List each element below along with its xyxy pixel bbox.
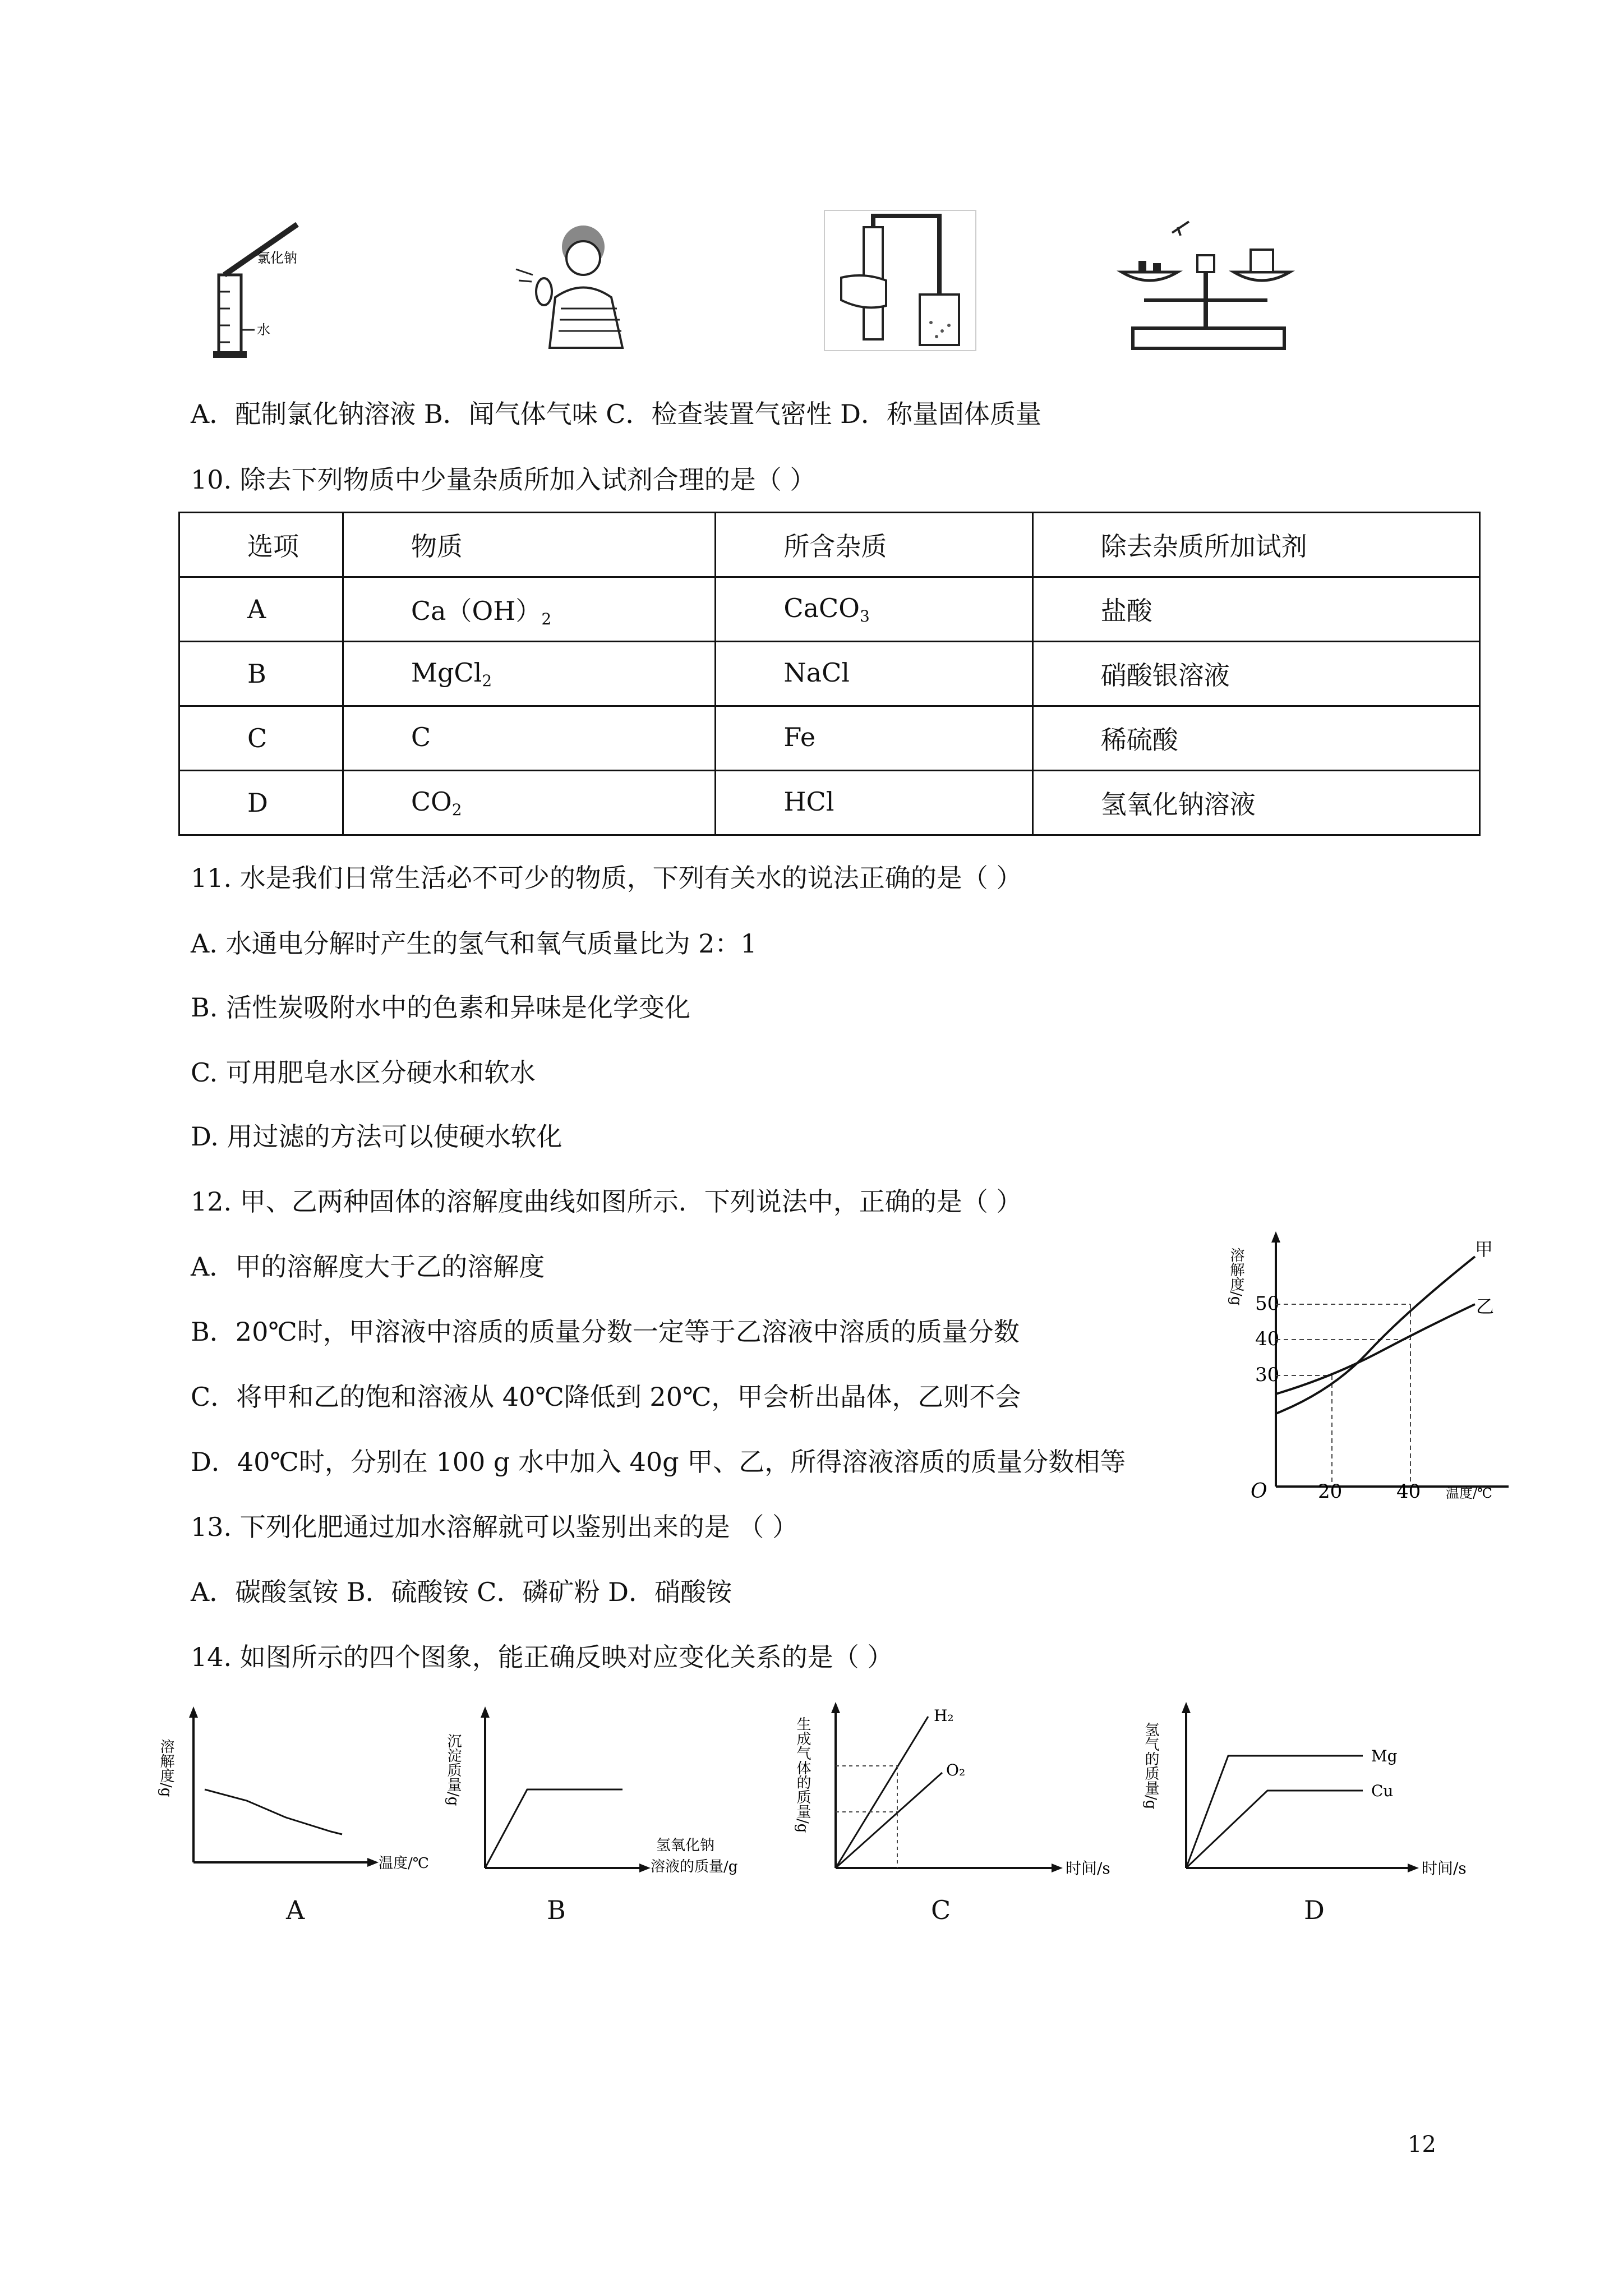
q14-caption-b: B xyxy=(547,1895,566,1925)
impurity-cell: CaCO$_3$ xyxy=(716,577,1032,642)
header-cell: 选项 xyxy=(179,513,343,577)
substance-cell: $Ca(OH)_2$ xyxy=(343,577,716,642)
impurity-cell: HCl xyxy=(716,771,1032,835)
q12-stem: 12. 甲、乙两种固体的溶解度曲线如图所示．下列说法中，正确的是（ ） xyxy=(191,1186,1022,1217)
header-cell: 物质 xyxy=(343,513,716,577)
svg-text:溶液的质量/g: 溶液的质量/g xyxy=(651,1858,738,1875)
q14-graph-a xyxy=(158,1705,429,1879)
svg-text:50: 50 xyxy=(1255,1292,1280,1315)
svg-text:40: 40 xyxy=(1255,1328,1280,1350)
header-cell: 除去杂质所加试剂 xyxy=(1032,513,1479,577)
reagent-cell: 盐酸 xyxy=(1032,577,1479,642)
svg-text:甲: 甲 xyxy=(1475,1239,1493,1260)
q11-option-d: D. 用过滤的方法可以使硬水软化 xyxy=(191,1121,562,1152)
q14-stem: 14. 如图所示的四个图象，能正确反映对应变化关系的是（ ） xyxy=(191,1642,893,1672)
option-cell: C xyxy=(179,706,343,771)
svg-text:氯化钠: 氯化钠 xyxy=(257,250,297,266)
svg-text:30: 30 xyxy=(1255,1364,1280,1386)
svg-text:温度/℃: 温度/℃ xyxy=(1446,1485,1492,1501)
svg-text:20: 20 xyxy=(1318,1480,1343,1503)
svg-text:氢气的质量/g: 氢气的质量/g xyxy=(1142,1722,1159,1810)
table-row xyxy=(179,642,1480,706)
q12-option-c: C．将甲和乙的饱和溶液从 40℃降低到 20℃，甲会析出晶体，乙则不会 xyxy=(191,1382,1021,1412)
svg-text:H₂: H₂ xyxy=(934,1706,954,1725)
q14-graph-b xyxy=(445,1705,774,1879)
graduated-cylinder-image xyxy=(208,213,308,365)
q10-table xyxy=(178,512,1481,836)
svg-text:沉淀质量/g: 沉淀质量/g xyxy=(445,1733,462,1806)
substance-cell: C xyxy=(343,706,716,771)
q14-graph-d xyxy=(1138,1700,1497,1885)
option-cell: B xyxy=(179,642,343,706)
q11-option-c: C. 可用肥皂水区分硬水和软水 xyxy=(191,1057,536,1088)
svg-text:O: O xyxy=(1251,1480,1267,1503)
substance-cell: MgCl$_2$ xyxy=(343,642,716,706)
svg-text:O₂: O₂ xyxy=(946,1761,966,1779)
impurity-cell: NaCl xyxy=(716,642,1032,706)
table-row xyxy=(179,771,1480,835)
svg-text:温度/℃: 温度/℃ xyxy=(379,1855,429,1872)
q10-stem: 10. 除去下列物质中少量杂质所加入试剂合理的是（ ） xyxy=(191,464,816,495)
q14-caption-d: D xyxy=(1304,1895,1325,1925)
airtightness-check-image xyxy=(824,210,976,351)
q12-option-b: B．20℃时，甲溶液中溶质的质量分数一定等于乙溶液中溶质的质量分数 xyxy=(191,1317,1020,1347)
svg-text:溶解度/g: 溶解度/g xyxy=(1228,1248,1244,1306)
table-header-row xyxy=(179,513,1480,577)
svg-text:溶解度/g: 溶解度/g xyxy=(158,1739,174,1797)
svg-text:时间/s: 时间/s xyxy=(1422,1859,1467,1878)
table-row xyxy=(179,706,1480,771)
q12-solubility-graph xyxy=(1228,1228,1514,1515)
svg-text:时间/s: 时间/s xyxy=(1066,1859,1110,1878)
reagent-cell: 稀硫酸 xyxy=(1032,706,1479,771)
svg-text:Cu: Cu xyxy=(1371,1782,1394,1800)
svg-text:乙: 乙 xyxy=(1476,1296,1495,1317)
q9-options: A．配制氯化钠溶液 B．闻气体气味 C．检查装置气密性 D．称量固体质量 xyxy=(191,399,1041,429)
reagent-cell: 硝酸银溶液 xyxy=(1032,642,1479,706)
q11-option-b: B. 活性炭吸附水中的色素和异味是化学变化 xyxy=(191,992,691,1023)
table-row xyxy=(179,577,1480,642)
svg-text:生成气体的质量/g: 生成气体的质量/g xyxy=(794,1717,811,1833)
impurity-cell: Fe xyxy=(716,706,1032,771)
substance-cell: $CO_2$ xyxy=(343,771,716,835)
balance-scale-image xyxy=(1116,216,1295,351)
svg-text:氢氧化钠: 氢氧化钠 xyxy=(656,1837,715,1854)
header-cell: 所含杂质 xyxy=(716,513,1032,577)
svg-text:40: 40 xyxy=(1396,1480,1421,1503)
q12-option-a: A．甲的溶解度大于乙的溶解度 xyxy=(191,1251,545,1282)
q13-options: A．碳酸氢铵 B．硫酸铵 C．磷矿粉 D．硝酸铵 xyxy=(191,1577,732,1607)
q14-caption-a: A xyxy=(286,1895,305,1925)
smelling-gas-image xyxy=(510,213,634,348)
reagent-cell: 氢氧化钠溶液 xyxy=(1032,771,1479,835)
option-cell: A xyxy=(179,577,343,642)
q13-stem: 13. 下列化肥通过加水溶解就可以鉴别出来的是 （ ） xyxy=(191,1512,799,1542)
q12-option-d: D．40℃时，分别在 100 g 水中加入 40g 甲、乙，所得溶液溶质的质量分数相等 xyxy=(191,1447,1126,1477)
q11-option-a: A. 水通电分解时产生的氢气和氧气质量比为 2：1 xyxy=(191,928,757,959)
svg-text:水: 水 xyxy=(257,322,270,338)
q14-caption-c: C xyxy=(931,1895,951,1925)
option-cell: D xyxy=(179,771,343,835)
q14-graph-c xyxy=(794,1700,1130,1885)
q11-stem: 11. 水是我们日常生活必不可少的物质，下列有关水的说法正确的是（ ） xyxy=(191,863,1022,893)
page-number: 12 xyxy=(1408,2132,1436,2157)
svg-text:Mg: Mg xyxy=(1371,1747,1398,1765)
